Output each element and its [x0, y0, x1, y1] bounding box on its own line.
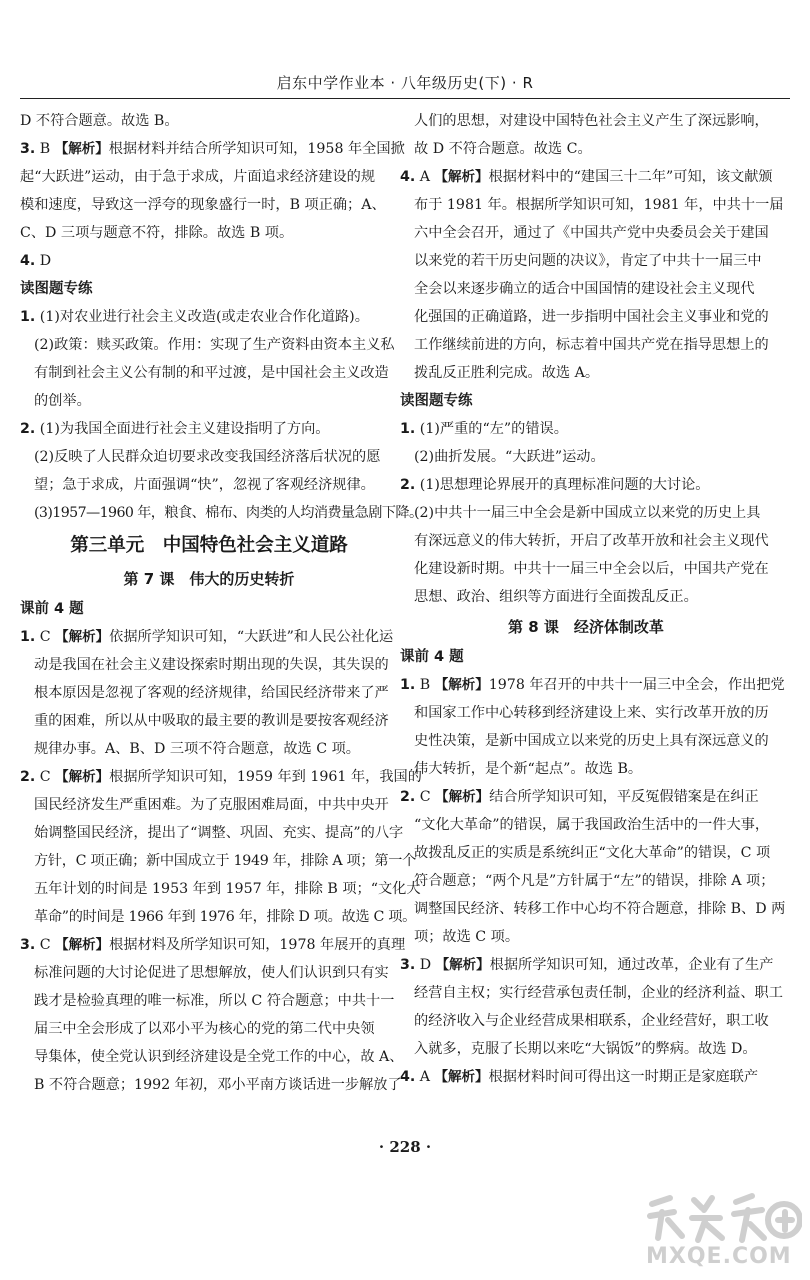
- answer-choice: B: [419, 677, 431, 693]
- analysis-tag: 【解析】: [55, 629, 110, 645]
- pre-class-item-2: [20, 763, 422, 931]
- analysis-text: 践才是检验真理的唯一标准，所以 C 符合题意；中共十一: [34, 993, 395, 1009]
- section-title: 读图题专练: [400, 393, 473, 409]
- answer-text: 化建设新时期。中共十一届三中全会以后，中国共产党在: [414, 561, 769, 577]
- analysis-text: 规律办事。A、B、D 三项不符合题意，故选 C 项。: [34, 741, 360, 757]
- analysis-text: 届三中全会形成了以邓小平为核心的党的第二代中央领: [34, 1021, 375, 1037]
- analysis-text: 根据材料并结合所学知识可知，1958 年全国掀: [108, 141, 405, 157]
- analysis-text: 模和速度，导致这一浮夸的现象盛行一时，B 项正确；A、: [20, 197, 386, 213]
- answer-text: (2)反映了人民群众迫切要求改变我国经济落后状况的愿: [34, 449, 381, 465]
- analysis-text: 根据材料中的“建国三十二年”可知，该文献颁: [488, 169, 773, 185]
- analysis-tag: 【解析】: [434, 1069, 489, 1085]
- answer-item-4: [400, 163, 784, 387]
- continued-line: 人们的思想，对建设中国特色社会主义产生了深远影响，: [414, 113, 769, 129]
- question-2: [20, 415, 423, 527]
- answer-text: (1)对农业进行社会主义改造(或走农业合作化道路)。: [39, 309, 369, 325]
- answer-text: 有制到社会主义公有制的和平过渡，是中国社会主义改造: [34, 365, 389, 381]
- item-number: 4.: [20, 253, 36, 269]
- analysis-text: 五年计划的时间是 1953 年到 1957 年，排除 B 项；“文化大: [34, 881, 421, 897]
- analysis-text: 工作继续前进的方向，标志着中国共产党在指导思想上的: [414, 337, 769, 353]
- lesson-title: 第 8 课 经济体制改革: [508, 618, 664, 636]
- analysis-text: 动是我国在社会主义建设探索时期出现的失误，其失误的: [34, 657, 389, 673]
- left-column: [20, 107, 423, 1099]
- analysis-text: 依据所学知识可知，“大跃进”和人民公社化运: [109, 629, 394, 645]
- section-title: 课前 4 题: [400, 649, 464, 665]
- section-title: 读图题专练: [20, 281, 93, 297]
- continued-line: D 不符合题意。故选 B。: [20, 113, 179, 129]
- header-rule: [20, 98, 790, 99]
- unit-title: 第三单元 中国特色社会主义道路: [70, 535, 348, 556]
- analysis-text: 和国家工作中心转移到经济建设上来、实行改革开放的历: [414, 705, 769, 721]
- answer-text: (2)中共十一届三中全会是新中国成立以来党的历史上具: [414, 505, 761, 521]
- analysis-text: 国民经济发生严重困难。为了克服困难局面，中共中央开: [34, 797, 389, 813]
- pre-class-item-1: [20, 623, 398, 763]
- analysis-text: 以来党的若干历史问题的决议》，肯定了中共十一届三中: [414, 253, 762, 269]
- question-1: [400, 415, 772, 471]
- analysis-text: 重的困难，所以从中吸取的最主要的教训是要按客观经济: [34, 713, 389, 729]
- analysis-tag: 【解析】: [55, 769, 110, 785]
- pre-class-item-2: [400, 783, 786, 951]
- analysis-text: 根据材料及所学知识可知，1978 年展开的真理: [109, 937, 406, 953]
- answer-item-3: [20, 135, 405, 247]
- analysis-tag: 【解析】: [54, 141, 109, 157]
- answer-text: 的创举。: [34, 393, 91, 409]
- analysis-text: 革命”的时间是 1966 年到 1976 年，排除 D 项。故选 C 项。: [34, 909, 417, 925]
- pre-class-item-1: [400, 671, 785, 783]
- answer-choice: A: [419, 169, 431, 185]
- analysis-text: 结合所学知识可知，平反冤假错案是在纠正: [489, 789, 759, 805]
- analysis-text: B 不符合题意；1992 年初，邓小平南方谈话进一步解放了: [34, 1077, 402, 1093]
- question-1: [20, 303, 398, 415]
- analysis-text: 根据材料时间可得出这一时期正是家庭联产: [488, 1069, 759, 1085]
- analysis-text: 根本原因是忽视了客观的经济规律，给国民经济带来了严: [34, 685, 389, 701]
- answer-text: (3)1957—1960 年，粮食、棉布、肉类的人均消费量急剧下降。: [34, 505, 423, 521]
- answer-text: 望；急于求成，片面强调“快”，忽视了客观经济规律。: [34, 477, 375, 493]
- item-number: 1.: [400, 677, 416, 693]
- page-number: · 228 ·: [378, 1138, 432, 1156]
- analysis-tag: 【解析】: [55, 937, 110, 953]
- answer-item-4: [20, 247, 398, 275]
- answer-choice: C: [39, 629, 51, 645]
- analysis-text: 拨乱反正胜利完成。故选 A。: [414, 365, 600, 381]
- analysis-text: C、D 三项与题意不符，排除。故选 B 项。: [20, 225, 294, 241]
- answer-text: (2)曲折发展。“大跃进”运动。: [414, 449, 605, 465]
- analysis-text: 1978 年召开的中共十一届三中全会，作出把党: [488, 677, 785, 693]
- continued-line: 故 D 不符合题意。故选 C。: [414, 141, 592, 157]
- answer-text: (1)思想理论界展开的真理标准问题的大讨论。: [419, 477, 710, 493]
- answer-text: (1)为我国全面进行社会主义建设指明了方向。: [39, 421, 330, 437]
- analysis-text: 史性决策，是新中国成立以来党的历史上具有深远意义的: [414, 733, 769, 749]
- analysis-tag: 【解析】: [435, 957, 490, 973]
- lesson-title: 第 7 课 伟大的历史转折: [123, 570, 295, 588]
- analysis-tag: 【解析】: [435, 789, 490, 805]
- item-number: 2.: [20, 769, 36, 785]
- running-header: 启东中学作业本 · 八年级历史(下) · R: [276, 74, 534, 92]
- analysis-text: 调整国民经济、转移工作中心均不符合题意，排除 B、D 两: [414, 901, 786, 917]
- item-number: 3.: [20, 141, 36, 157]
- answer-text: (2)政策：赎买政策。作用：实现了生产资料由资本主义私: [34, 337, 395, 353]
- right-column: [400, 107, 786, 1091]
- watermark: [642, 1190, 802, 1274]
- item-number: 2.: [20, 421, 36, 437]
- item-number: 4.: [400, 169, 416, 185]
- answer-text: 思想、政治、组织等方面进行全面拨乱反正。: [414, 589, 698, 605]
- item-number: 2.: [400, 477, 416, 493]
- analysis-tag: 【解析】: [434, 169, 489, 185]
- analysis-text: 根据所学知识可知，通过改革，企业有了生产: [489, 957, 774, 973]
- answer-line: [20, 135, 405, 163]
- analysis-text: 方针，C 项正确；新中国成立于 1949 年，排除 A 项；第一个: [34, 853, 416, 869]
- answer-choice: C: [39, 769, 51, 785]
- watermark-logo-icon: [642, 1190, 802, 1246]
- answer-choice: A: [419, 1069, 431, 1085]
- pre-class-item-4: [400, 1063, 772, 1091]
- item-number: 3.: [20, 937, 36, 953]
- item-number: 1.: [20, 629, 36, 645]
- analysis-text: 故拨乱反正的实质是系统纠正“文化大革命”的错误，C 项: [414, 845, 771, 861]
- analysis-text: 项；故选 C 项。: [414, 929, 520, 945]
- analysis-text: 六中全会召开，通过了《中国共产党中央委员会关于建国: [414, 225, 769, 241]
- analysis-text: 经营自主权；实行经营承包责任制，企业的经济利益、职工: [414, 985, 783, 1001]
- item-number: 4.: [400, 1069, 416, 1085]
- answer-choice: D: [39, 253, 52, 269]
- answer-choice: D: [419, 957, 432, 973]
- analysis-text: “文化大革命”的错误，属于我国政治生活中的一件大事，: [414, 817, 770, 833]
- item-number: 1.: [400, 421, 416, 437]
- item-number: 1.: [20, 309, 36, 325]
- analysis-text: 根据所学知识可知，1959 年到 1961 年，我国的: [109, 769, 422, 785]
- analysis-text: 布于 1981 年。根据所学知识可知，1981 年，中共十一届: [414, 197, 784, 213]
- analysis-text: 符合题意；“两个凡是”方针属于“左”的错误，排除 A 项；: [414, 873, 775, 889]
- question-2: [400, 471, 772, 611]
- analysis-tag: 【解析】: [434, 677, 489, 693]
- analysis-text: 始调整国民经济，提出了“调整、巩固、充实、提高”的八字: [34, 825, 404, 841]
- analysis-text: 标准问题的大讨论促进了思想解放，使人们认识到只有实: [34, 965, 389, 981]
- analysis-text: 的经济收入与企业经营成果相联系，企业经营好，职工收: [414, 1013, 769, 1029]
- pre-class-item-3: [20, 931, 406, 1099]
- analysis-text: 起“大跃进”运动，由于急于求成，片面追求经济建设的规: [20, 169, 376, 185]
- pre-class-item-3: [400, 951, 783, 1063]
- answer-text: (1)严重的“左”的错误。: [419, 421, 568, 437]
- watermark-text: MXQE.COM: [646, 1244, 792, 1269]
- section-title: 课前 4 题: [20, 601, 84, 617]
- item-number: 2.: [400, 789, 416, 805]
- analysis-text: 化强国的正确道路，进一步指明中国社会主义事业和党的: [414, 309, 769, 325]
- answer-choice: C: [39, 937, 51, 953]
- analysis-text: 导集体，使全党认识到经济建设是全党工作的中心，故 A、: [34, 1049, 404, 1065]
- answer-choice: C: [419, 789, 431, 805]
- analysis-text: 入就多，克服了长期以来吃“大锅饭”的弊病。故选 D。: [414, 1041, 757, 1057]
- answer-choice: B: [39, 141, 51, 157]
- analysis-text: 伟大转折，是个新“起点”。故选 B。: [414, 761, 643, 777]
- answer-text: 有深远意义的伟大转折，开启了改革开放和社会主义现代: [414, 533, 769, 549]
- item-number: 3.: [400, 957, 416, 973]
- analysis-text: 全会以来逐步确立的适合中国国情的建设社会主义现代: [414, 281, 755, 297]
